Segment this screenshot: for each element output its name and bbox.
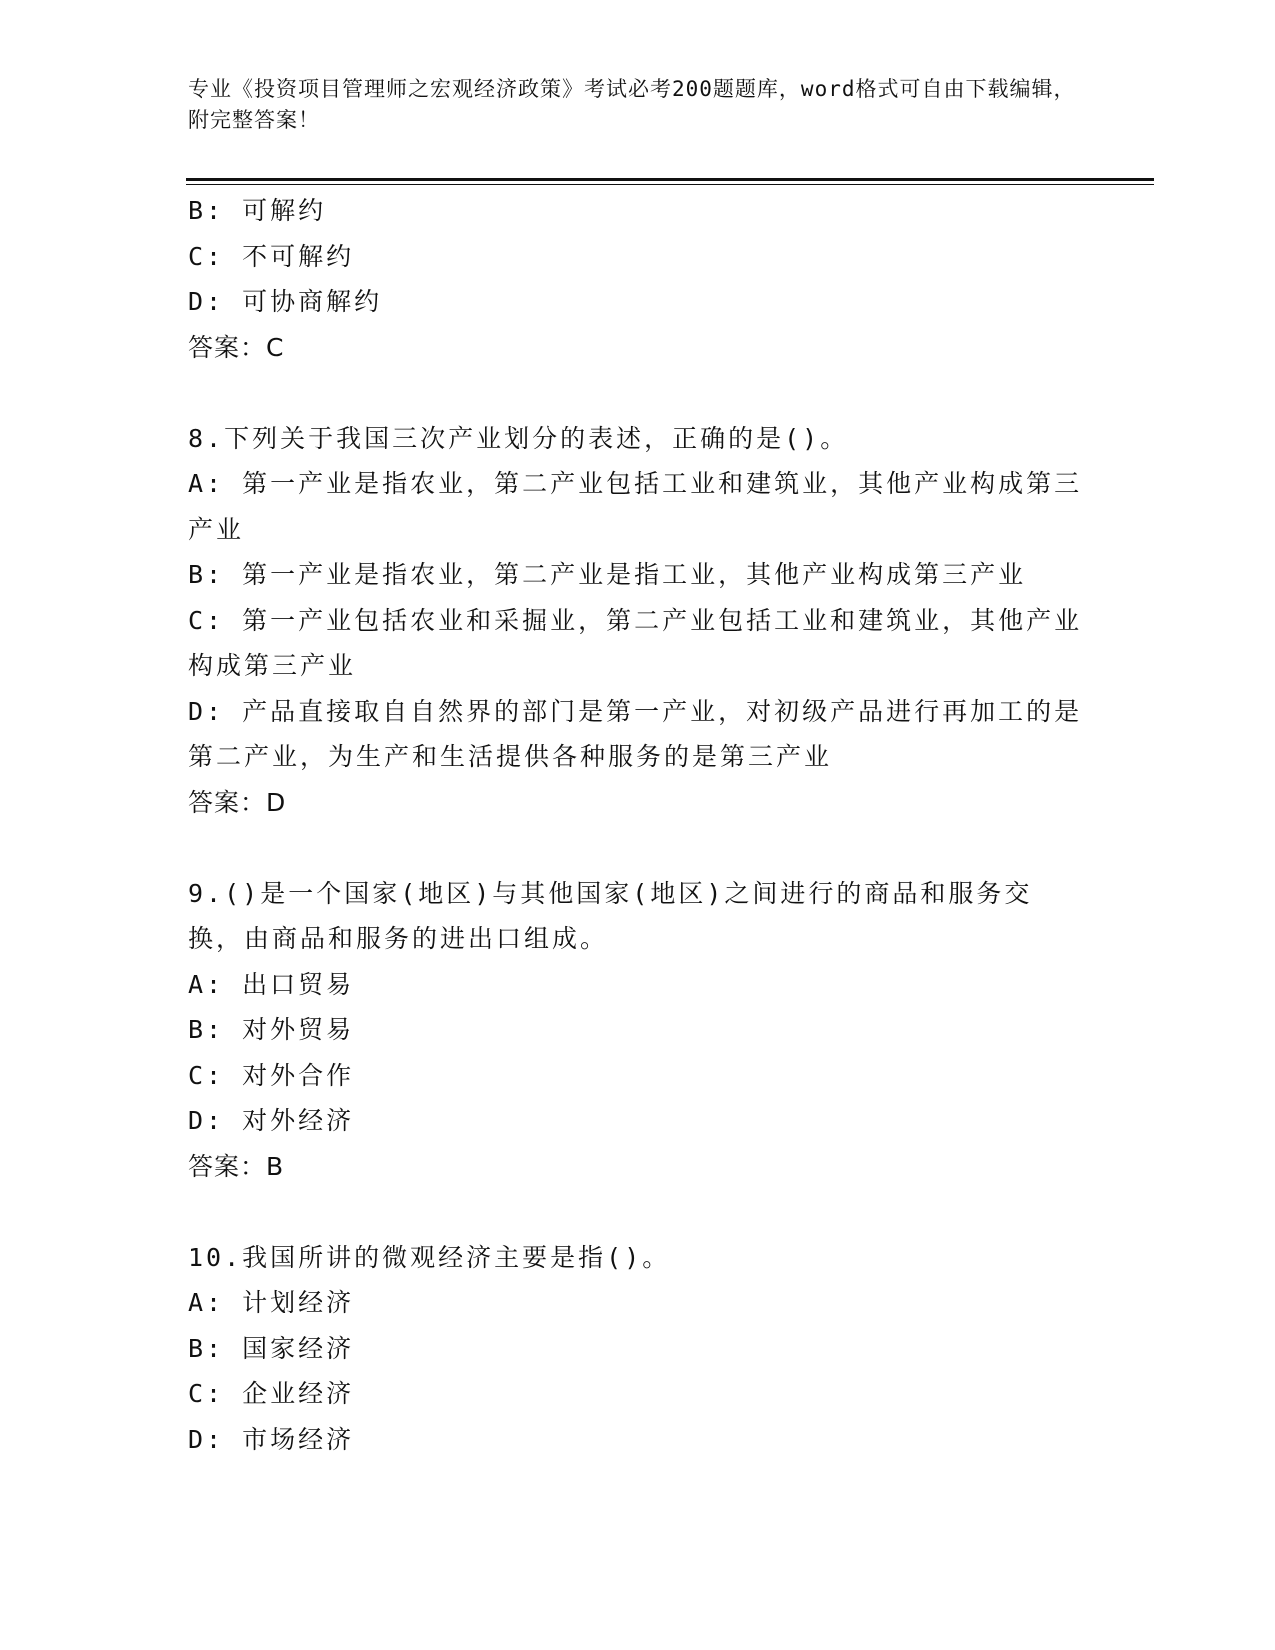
- spacer: [188, 1189, 1088, 1235]
- option-c: C: 对外合作: [188, 1060, 355, 1090]
- question-10-stem: 10.我国所讲的微观经济主要是指()。: [188, 1242, 671, 1272]
- question-9-stem: 9.()是一个国家(地区)与其他国家(地区)之间进行的商品和服务交换，由商品和服务的进出口组成。: [188, 878, 1033, 953]
- option-c: C: 不可解约: [188, 241, 355, 271]
- option-a: A: 出口贸易: [188, 969, 355, 999]
- option-d: D: 对外经济: [188, 1106, 355, 1135]
- option-a: A: 计划经济: [188, 1288, 355, 1317]
- question-content: [188, 188, 1088, 1462]
- answer-text: 答案：C: [188, 332, 285, 362]
- option-d: D: 产品直接取自自然界的部门是第一产业，对初级产品进行再加工的是第二产业，为生产和生活提供各种服务的是第三产业: [188, 696, 1083, 771]
- option-b: B: 国家经济: [188, 1333, 355, 1363]
- option-b: B: 可解约: [188, 196, 327, 225]
- answer-text: 答案：B: [188, 1151, 285, 1181]
- option-c: C: 企业经济: [188, 1379, 355, 1408]
- option-d: D: 可协商解约: [188, 287, 383, 316]
- prev-question-block: [188, 188, 1088, 370]
- answer-text: 答案：D: [188, 787, 287, 817]
- option-c: C: 第一产业包括农业和采掘业，第二产业包括工业和建筑业，其他产业构成第三产业: [188, 605, 1083, 680]
- document-header: 专业《投资项目管理师之宏观经济政策》考试必考200题题库，word格式可自由下载编辑，附完整答案！: [188, 77, 1076, 132]
- question-8-block: [188, 416, 1088, 826]
- spacer: [188, 825, 1088, 871]
- option-a: A: 第一产业是指农业，第二产业包括工业和建筑业，其他产业构成第三产业: [188, 469, 1083, 544]
- header-rule-thick: [186, 178, 1154, 181]
- header-rule-thin: [186, 184, 1154, 185]
- question-8-stem: 8.下列关于我国三次产业划分的表述，正确的是()。: [188, 423, 849, 453]
- option-b: B: 对外贸易: [188, 1015, 355, 1044]
- option-d: D: 市场经济: [188, 1424, 355, 1454]
- question-9-block: [188, 871, 1088, 1190]
- option-b: B: 第一产业是指农业，第二产业是指工业，其他产业构成第三产业: [188, 560, 1027, 589]
- question-10-block: [188, 1235, 1088, 1463]
- spacer: [188, 370, 1088, 416]
